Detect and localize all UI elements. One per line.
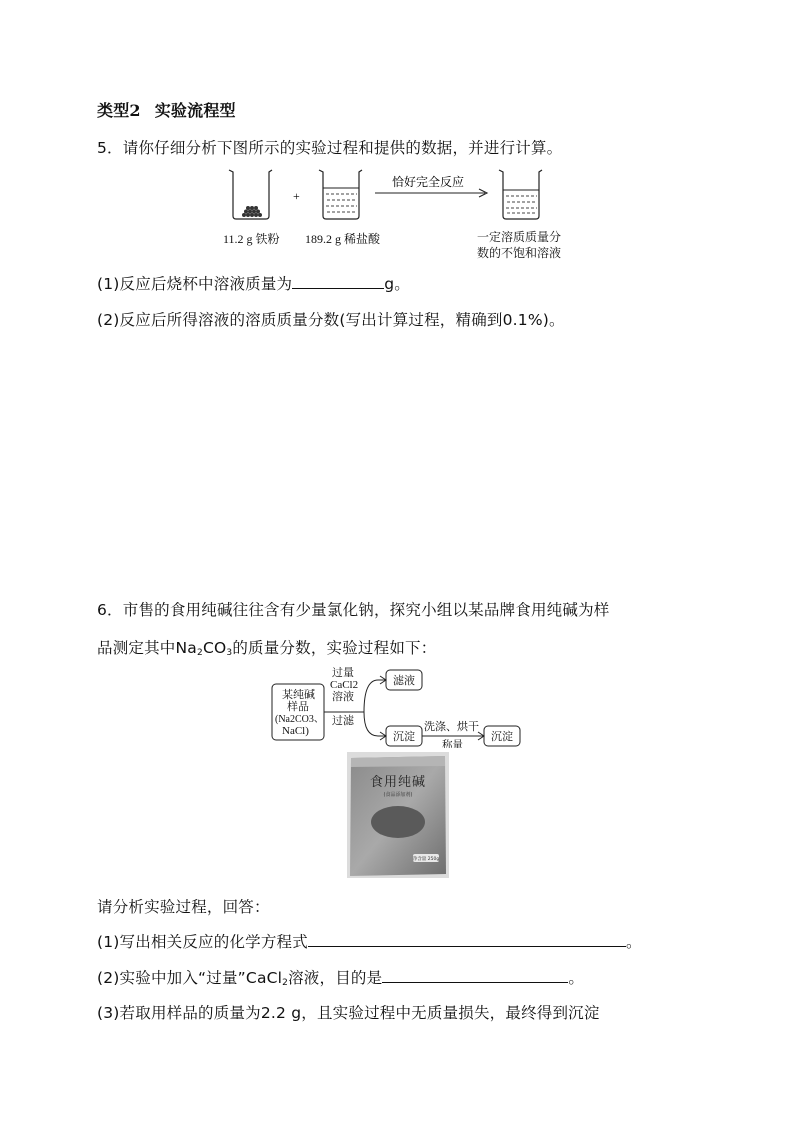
q5-figure-drawing [215, 162, 595, 232]
q6-part2-mid: 溶液，目的是 [288, 969, 383, 987]
q6-part2-text: (2)实验中加入“过量”CaCl [97, 969, 283, 987]
flow-reagent-2: CaCl2 [330, 679, 359, 691]
q6-stem-part-b: CO [202, 639, 227, 657]
caption-result-1: 一定溶质质量分 [477, 230, 562, 244]
q6-part1-text: (1)写出相关反应的化学方程式 [97, 933, 308, 951]
q6-stem-line1: 6．市售的食用纯碱往往含有少量氯化钠，探究小组以某品牌食用纯碱为样 [97, 601, 610, 619]
flow-sample-4: NaCl) [282, 725, 309, 737]
flow-wash-2: 称量 [442, 740, 463, 748]
package-net-weight: 净含量 250g [412, 857, 440, 862]
q5-part1-text: (1)反应后烧杯中溶液质量为 [97, 275, 293, 293]
q6-stem-sub2: 3 [226, 648, 233, 658]
package-brand: 食用纯碱 [369, 775, 427, 790]
flow-precipitate-2: 沉淀 [491, 731, 513, 743]
flow-sample-1: 某纯碱 [282, 689, 315, 701]
caption-acid: 189.2 g 稀盐酸 [305, 232, 381, 246]
section-label: 类型2 [97, 101, 141, 120]
arrow-label: 恰好完全反应 [392, 175, 465, 189]
section-title [97, 98, 236, 121]
beaker-acid-icon [319, 170, 362, 219]
flow-filtrate: 滤液 [393, 675, 415, 687]
q6-flow-diagram [270, 666, 530, 748]
q6-ask: 请分析实验过程，回答： [97, 898, 270, 916]
flow-sample-3: (Na2CO3、 [275, 714, 324, 725]
q6-part2-sub: 2 [282, 978, 289, 988]
flow-sample-2: 样品 [287, 701, 309, 713]
package-sub: (食品添加剂) [383, 792, 413, 798]
q6-stem-sub1: 2 [197, 648, 203, 658]
flow-reagent-4: 过滤 [332, 715, 354, 727]
q5-part1-answer-blank[interactable] [292, 274, 384, 289]
q5-figure [215, 162, 595, 262]
soda-package-image [347, 752, 449, 878]
q6-part3: (3)若取用样品的质量为2.2 g，且实验过程中无质量损失，最终得到沉淀 [97, 1004, 600, 1022]
section-heading: 实验流程型 [154, 101, 236, 120]
q6-stem-part-c: 的质量分数，实验过程如下： [232, 639, 437, 657]
flow-precipitate: 沉淀 [393, 731, 415, 743]
flow-reagent-3: 溶液 [332, 691, 354, 703]
q6-part2 [97, 966, 584, 988]
q5-stem: 5．请你仔细分析下图所示的实验过程和提供的数据，并进行计算。 [97, 139, 563, 157]
q5-part1 [97, 272, 410, 294]
q6-part1 [97, 930, 642, 952]
caption-iron: 11.2 g 铁粉 [223, 232, 280, 246]
q6-part1-answer-blank[interactable] [308, 932, 626, 947]
q6-stem-line2 [97, 636, 436, 658]
flow-wash-1: 洗涤、烘干 [424, 721, 479, 733]
flow-reagent-1: 过量 [332, 667, 354, 679]
caption-result-2: 数的不饱和溶液 [477, 246, 562, 260]
q6-part2-suffix: 。 [568, 969, 585, 987]
package-emblem-icon [371, 806, 425, 838]
q6-part1-suffix: 。 [625, 933, 642, 951]
plus-sign: + [293, 189, 300, 203]
beaker-solution-icon [499, 170, 542, 219]
q5-part2: (2)反应后所得溶液的溶质质量分数(写出计算过程，精确到0.1%)。 [97, 311, 565, 329]
beaker-iron-icon [229, 170, 272, 219]
reaction-arrow-icon [375, 189, 487, 197]
q6-part2-answer-blank[interactable] [382, 968, 568, 983]
q5-part1-suffix: g。 [384, 275, 411, 293]
q6-stem-part-a: 品测定其中Na [97, 639, 197, 657]
